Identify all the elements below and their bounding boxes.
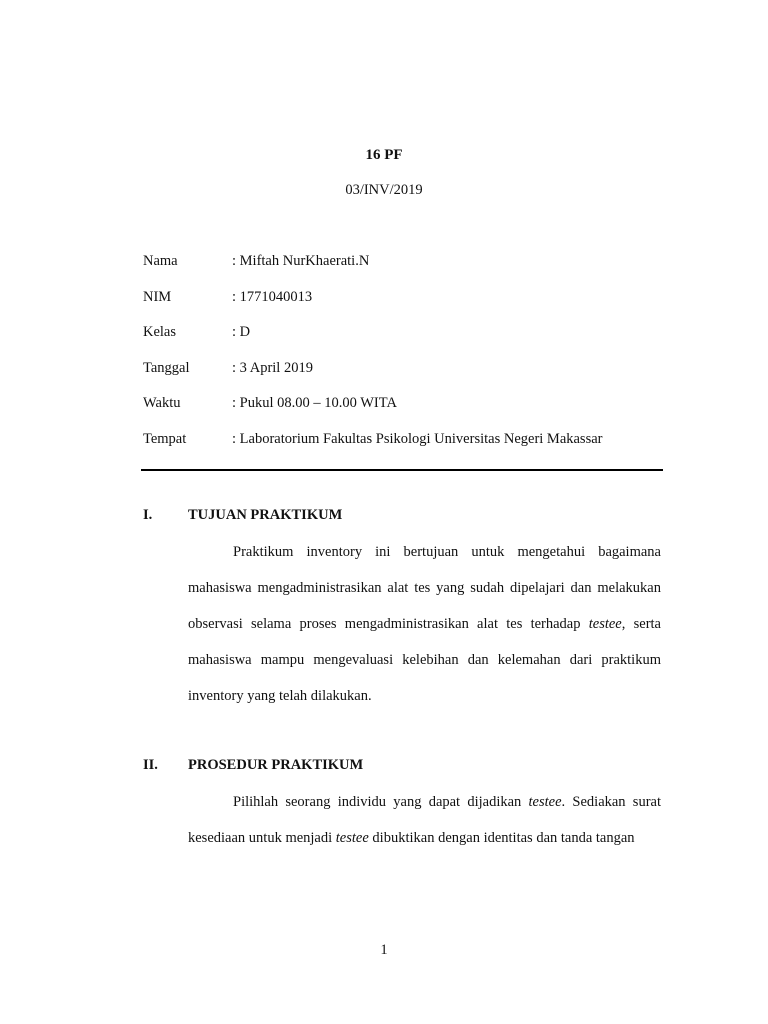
identity-table (143, 253, 603, 467)
paragraph-text: Praktikum inventory ini bertujuan untuk mengetahui bagaimana mahasiswa mengadministrasikan alat tes yang sudah dipelajari dan melakukan observasi selama proses mengadministrasikan alat tes terhadap (188, 544, 661, 632)
section-title: PROSEDUR PRAKTIKUM (188, 757, 364, 773)
paragraph-italic: testee (335, 830, 369, 846)
info-value: : D (232, 324, 251, 341)
paragraph-italic: testee (588, 616, 622, 632)
info-row-tanggal (143, 360, 603, 396)
info-label: Nama (143, 253, 178, 269)
info-row-waktu (143, 395, 603, 431)
info-label: Tanggal (143, 359, 190, 376)
paragraph-text-end: , serta mahasiswa mampu mengevaluasi kelebihan dan kelemahan dari praktikum inventory yang telah dilakukan. (188, 616, 661, 704)
section-tujuan (143, 507, 661, 714)
section-heading (143, 757, 661, 774)
horizontal-divider (141, 469, 663, 471)
info-row-nama (143, 253, 603, 289)
page-number: 1 (380, 942, 388, 958)
section-paragraph (188, 534, 661, 714)
section-number: I. (143, 507, 153, 523)
info-value: : Laboratorium Fakultas Psikologi Universitas Negeri Makassar (232, 430, 603, 447)
section-prosedur (143, 757, 661, 856)
document-code: 03/INV/2019 (345, 182, 423, 198)
info-label: NIM (143, 288, 172, 305)
section-number: II. (143, 757, 158, 773)
paragraph-italic: testee (528, 794, 562, 810)
section-paragraph (188, 784, 661, 856)
document-title: 16 PF (365, 147, 403, 163)
info-value: : 1771040013 (232, 288, 313, 305)
info-label: Tempat (143, 430, 187, 447)
info-value: : 3 April 2019 (232, 359, 313, 376)
info-label: Kelas (143, 324, 177, 341)
section-title: TUJUAN PRAKTIKUM (188, 507, 343, 523)
paragraph-text-mid: . Sediakan surat kesediaan untuk menjadi (188, 794, 661, 846)
paragraph-text: Pilihlah seorang individu yang dapat dijadikan (233, 794, 529, 810)
info-label: Waktu (143, 395, 181, 412)
info-row-kelas (143, 324, 603, 360)
section-heading (143, 507, 661, 524)
info-row-nim (143, 289, 603, 325)
info-value: : Pukul 08.00 – 10.00 WITA (232, 395, 397, 412)
info-value: : Miftah NurKhaerati.N (232, 253, 370, 269)
info-row-tempat (143, 431, 603, 467)
paragraph-text-end: dibuktikan dengan identitas dan tanda tangan (368, 830, 635, 846)
